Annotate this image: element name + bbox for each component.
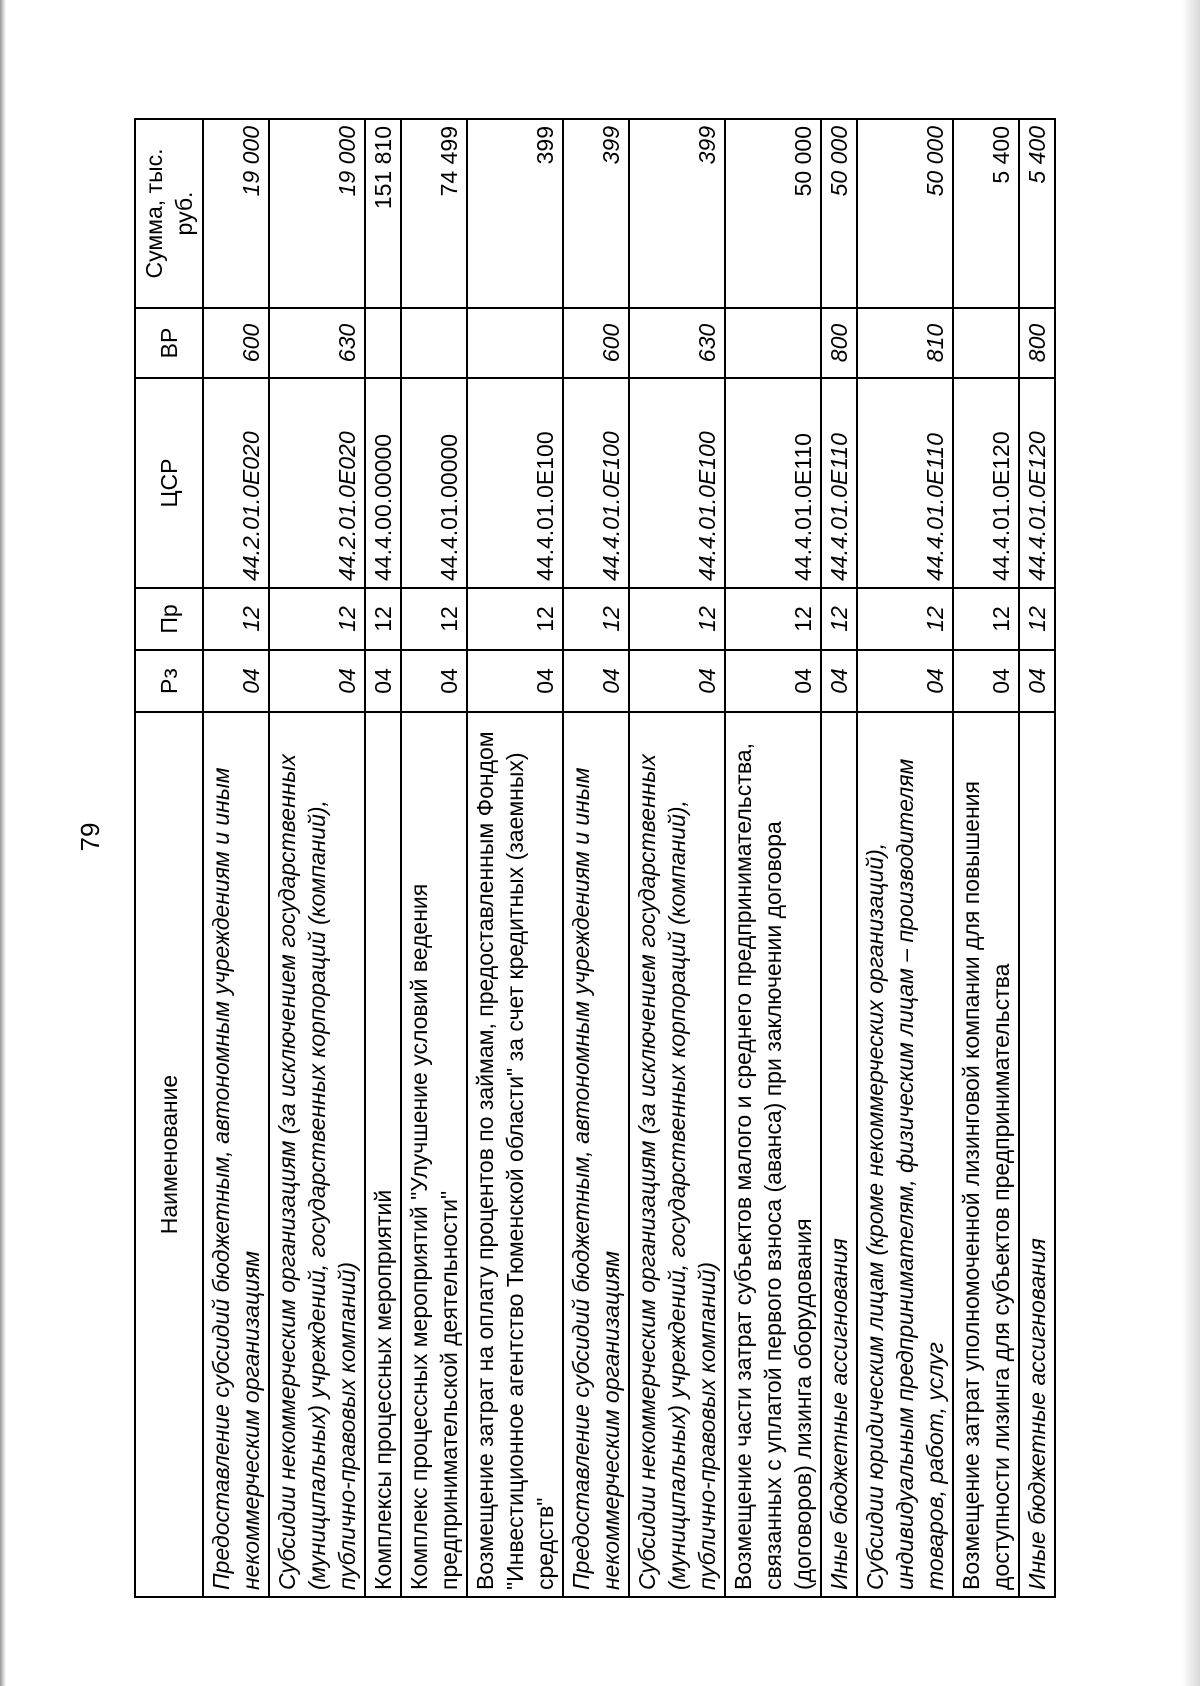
cell-csr: 44.4.01.0Е100 <box>467 378 563 588</box>
table-row <box>203 119 269 1597</box>
cell-csr: 44.4.01.0Е110 <box>725 378 821 588</box>
cell-name: Иные бюджетные ассигнования <box>1019 712 1055 1597</box>
cell-rz: 04 <box>563 650 629 712</box>
cell-rz: 04 <box>365 650 401 712</box>
cell-vr: 600 <box>563 308 629 378</box>
cell-sum: 50 000 <box>725 119 821 308</box>
cell-vr: 800 <box>821 308 857 378</box>
cell-rz: 04 <box>725 650 821 712</box>
table-header <box>135 119 203 1597</box>
scan-edge-shadow-right <box>1182 0 1200 1686</box>
cell-name: Возмещение части затрат субъектов малого и среднего предпринимательства, связанных с уплатой первого взноса (аванса) при заключении договора (договоров) лизинга оборудования <box>725 712 821 1597</box>
cell-sum: 50 000 <box>821 119 857 308</box>
cell-vr: 810 <box>857 308 953 378</box>
page-number: 79 <box>75 822 105 852</box>
cell-pr: 12 <box>269 588 365 650</box>
cell-rz: 04 <box>953 650 1019 712</box>
cell-vr: 800 <box>1019 308 1055 378</box>
cell-name: Субсидии некоммерческим организациям (за исключением государственных (муниципальных) учреждений, государственных корпораций (компаний), публично-правовых компаний) <box>629 712 725 1597</box>
cell-csr: 44.4.01.0Е100 <box>629 378 725 588</box>
header-pr: Пр <box>135 588 203 650</box>
cell-csr: 44.4.01.00000 <box>401 378 467 588</box>
cell-csr: 44.4.01.0Е120 <box>1019 378 1055 588</box>
header-csr: ЦСР <box>135 378 203 588</box>
cell-name: Субсидии некоммерческим организациям (за исключением государственных (муниципальных) учреждений, государственных корпораций (компаний), публично-правовых компаний) <box>269 712 365 1597</box>
cell-csr: 44.4.01.0Е110 <box>821 378 857 588</box>
table-row <box>953 119 1019 1597</box>
cell-sum: 74 499 <box>401 119 467 308</box>
cell-sum: 5 400 <box>1019 119 1055 308</box>
cell-csr: 44.4.01.0Е120 <box>953 378 1019 588</box>
cell-rz: 04 <box>1019 650 1055 712</box>
cell-rz: 04 <box>269 650 365 712</box>
table-body <box>203 119 1055 1597</box>
cell-rz: 04 <box>401 650 467 712</box>
cell-name: Комплексы процессных мероприятий <box>365 712 401 1597</box>
table-row <box>269 119 365 1597</box>
table-row <box>725 119 821 1597</box>
cell-name: Иные бюджетные ассигнования <box>821 712 857 1597</box>
cell-vr <box>953 308 1019 378</box>
table-row <box>821 119 857 1597</box>
cell-name: Субсидии юридическим лицам (кроме некоммерческих организаций), индивидуальным предпринимателям, физическим лицам – производителям товаров, работ, услуг <box>857 712 953 1597</box>
cell-pr: 12 <box>365 588 401 650</box>
cell-pr: 12 <box>953 588 1019 650</box>
rotated-table-container <box>134 120 1050 1598</box>
cell-csr: 44.2.01.0Е020 <box>269 378 365 588</box>
cell-sum: 19 000 <box>203 119 269 308</box>
cell-sum: 151 810 <box>365 119 401 308</box>
cell-vr: 630 <box>629 308 725 378</box>
budget-allocation-table <box>134 118 1056 1598</box>
cell-pr: 12 <box>857 588 953 650</box>
cell-csr: 44.4.01.0Е110 <box>857 378 953 588</box>
cell-pr: 12 <box>401 588 467 650</box>
cell-pr: 12 <box>725 588 821 650</box>
scan-edge-shadow <box>0 0 6 1686</box>
cell-sum: 19 000 <box>269 119 365 308</box>
cell-sum: 399 <box>563 119 629 308</box>
cell-name: Комплекс процессных мероприятий "Улучшение условий ведения предпринимательской деятельности" <box>401 712 467 1597</box>
cell-name: Возмещение затрат уполномоченной лизинговой компании для повышения доступности лизинга для субъектов предпринимательства <box>953 712 1019 1597</box>
cell-rz: 04 <box>203 650 269 712</box>
cell-vr <box>467 308 563 378</box>
cell-sum: 5 400 <box>953 119 1019 308</box>
header-row <box>135 119 203 1597</box>
cell-csr: 44.4.00.00000 <box>365 378 401 588</box>
cell-sum: 399 <box>467 119 563 308</box>
cell-name: Возмещение затрат на оплату процентов по займам, предоставленным Фондом "Инвестиционное агентство Тюменской области" за счет кредитных (заемных) средств" <box>467 712 563 1597</box>
cell-pr: 12 <box>1019 588 1055 650</box>
cell-pr: 12 <box>203 588 269 650</box>
cell-sum: 50 000 <box>857 119 953 308</box>
table-row <box>365 119 401 1597</box>
cell-csr: 44.4.01.0Е100 <box>563 378 629 588</box>
cell-name: Предоставление субсидий бюджетным, автономным учреждениям и иным некоммерческим организациям <box>563 712 629 1597</box>
cell-vr <box>725 308 821 378</box>
cell-rz: 04 <box>821 650 857 712</box>
cell-pr: 12 <box>821 588 857 650</box>
cell-rz: 04 <box>629 650 725 712</box>
cell-sum: 399 <box>629 119 725 308</box>
table-row <box>563 119 629 1597</box>
header-vr: ВР <box>135 308 203 378</box>
cell-csr: 44.2.01.0Е020 <box>203 378 269 588</box>
cell-vr <box>365 308 401 378</box>
cell-rz: 04 <box>467 650 563 712</box>
table-row <box>857 119 953 1597</box>
cell-pr: 12 <box>563 588 629 650</box>
table-row <box>467 119 563 1597</box>
cell-rz: 04 <box>857 650 953 712</box>
cell-name: Предоставление субсидий бюджетным, автономным учреждениям и иным некоммерческим организациям <box>203 712 269 1597</box>
cell-pr: 12 <box>467 588 563 650</box>
cell-pr: 12 <box>629 588 725 650</box>
header-rz: Рз <box>135 650 203 712</box>
cell-vr: 630 <box>269 308 365 378</box>
cell-vr: 600 <box>203 308 269 378</box>
table-row <box>1019 119 1055 1597</box>
header-name: Наименование <box>135 712 203 1597</box>
header-sum: Сумма, тыс. руб. <box>135 119 203 308</box>
cell-vr <box>401 308 467 378</box>
table-row <box>629 119 725 1597</box>
table-row <box>401 119 467 1597</box>
